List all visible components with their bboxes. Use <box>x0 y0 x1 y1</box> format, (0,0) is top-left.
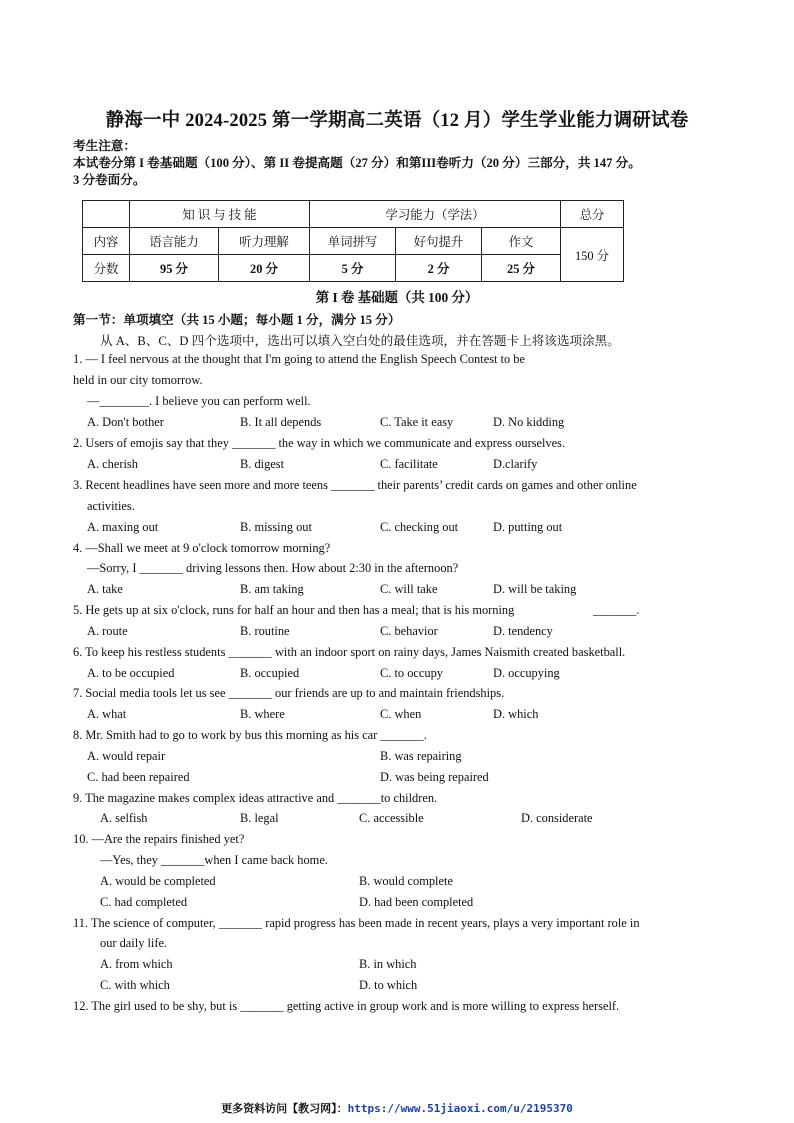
table-group-knowledge: 知 识 与 技 能 <box>130 201 310 228</box>
instruction: 从 A、B、C、D 四个选项中，选出可以填入空白处的最佳选项，并在答题卡上将该选项涂黑。 <box>100 334 620 348</box>
option-c[interactable]: C. facilitate <box>380 457 438 471</box>
option-b[interactable]: B. am taking <box>240 582 304 596</box>
question-5-blank: _______. <box>593 603 640 617</box>
option-d[interactable]: D. putting out <box>493 520 563 534</box>
option-a[interactable]: A. from which <box>100 957 173 971</box>
table-item: 作文 <box>482 228 561 255</box>
option-b[interactable]: B. legal <box>240 811 279 825</box>
option-d[interactable]: D. which <box>493 707 539 721</box>
footer-prefix: 更多资料访问【教习网】： <box>221 1102 348 1115</box>
table-score: 2 分 <box>396 255 482 282</box>
footer <box>0 1100 794 1116</box>
table-item: 单词拼写 <box>310 228 396 255</box>
option-a[interactable]: A. would be completed <box>100 874 216 888</box>
option-b[interactable]: B. was repairing <box>380 749 462 763</box>
option-c[interactable]: C. with which <box>100 978 170 992</box>
question-10-stem: 10. —Are the repairs finished yet? <box>73 832 245 846</box>
option-b[interactable]: B. would complete <box>359 874 453 888</box>
option-a[interactable]: A. route <box>87 624 128 638</box>
question-2-stem: 2. Users of emojis say that they _______ the way in which we communicate and express ourselves. <box>73 436 566 450</box>
question-4-stem: 4. —Shall we meet at 9 o'clock tomorrow morning? <box>73 541 331 555</box>
question-3-stem: 3. Recent headlines have seen more and more teens _______ their parents’ credit cards on games and other online <box>73 478 637 492</box>
option-d[interactable]: D. No kidding <box>493 415 565 429</box>
option-c[interactable]: C. behavior <box>380 624 438 638</box>
option-b[interactable]: B. where <box>240 707 285 721</box>
option-a[interactable]: A. what <box>87 707 127 721</box>
option-d[interactable]: D. occupying <box>493 666 560 680</box>
option-d[interactable]: D. tendency <box>493 624 553 638</box>
option-c[interactable]: C. had completed <box>100 895 188 909</box>
question-10-response: —Yes, they _______when I came back home. <box>100 853 328 867</box>
table-total-value: 150 分 <box>561 228 624 282</box>
option-a[interactable]: A. cherish <box>87 457 138 471</box>
question-1-stem: 1. — I feel nervous at the thought that I'm going to attend the English Speech Contest to be <box>73 352 525 366</box>
option-a[interactable]: A. to be occupied <box>87 666 175 680</box>
option-c[interactable]: C. checking out <box>380 520 459 534</box>
part-title: 第一节：单项填空（共 15 小题；每小题 1 分，满分 15 分） <box>73 313 401 327</box>
question-11-stem: 11. The science of computer, _______ rapid progress has been made in recent years, plays a very important role in <box>73 916 640 930</box>
option-d[interactable]: D. had been completed <box>359 895 474 909</box>
table-corner-cell <box>83 201 130 228</box>
page-title: 静海一中 2024-2025 第一学期高二英语（12 月）学生学业能力调研试卷 <box>105 111 689 131</box>
question-3-stem-cont: activities. <box>87 499 135 513</box>
table-score: 20 分 <box>219 255 310 282</box>
exam-notes <box>73 138 763 189</box>
question-1-stem-cont: held in our city tomorrow. <box>73 373 203 387</box>
question-12-stem: 12. The girl used to be shy, but is _______ getting active in group work and is more willing to express herself. <box>73 999 620 1013</box>
option-b[interactable]: B. It all depends <box>240 415 322 429</box>
option-a[interactable]: A. Don't bother <box>87 415 164 429</box>
question-5-stem: 5. He gets up at six o'clock, runs for half an hour and then has a meal; that is his morning <box>73 603 515 617</box>
option-c[interactable]: C. Take it easy <box>380 415 454 429</box>
option-c[interactable]: C. to occupy <box>380 666 443 680</box>
table-row-label-content: 内容 <box>83 228 130 255</box>
option-d[interactable]: D. to which <box>359 978 418 992</box>
notes-heading: 考生注意： <box>73 139 136 153</box>
question-8-stem: 8. Mr. Smith had to go to work by bus this morning as his car _______. <box>73 728 427 742</box>
question-7-stem: 7. Social media tools let us see _______ our friends are up to and maintain friendships. <box>73 686 505 700</box>
option-d[interactable]: D.clarify <box>493 457 538 471</box>
table-total-header: 总分 <box>561 201 624 228</box>
table-score: 95 分 <box>130 255 219 282</box>
option-d[interactable]: D. considerate <box>521 811 593 825</box>
option-b[interactable]: B. routine <box>240 624 290 638</box>
question-11-stem-cont: our daily life. <box>100 936 168 950</box>
option-a[interactable]: A. selfish <box>100 811 148 825</box>
option-b[interactable]: B. digest <box>240 457 285 471</box>
option-d[interactable]: D. was being repaired <box>380 770 489 784</box>
section-title: 第 I 卷 基础题（共 100 分） <box>315 290 479 305</box>
table-item: 语言能力 <box>130 228 219 255</box>
score-table <box>82 200 624 282</box>
option-c[interactable]: C. will take <box>380 582 438 596</box>
table-item: 听力理解 <box>219 228 310 255</box>
question-1-response: —________. I believe you can perform well. <box>87 394 311 408</box>
question-6-stem: 6. To keep his restless students _______ with an indoor sport on rainy days, James Naismith created basketball. <box>73 645 626 659</box>
option-d[interactable]: D. will be taking <box>493 582 577 596</box>
notes-line-1: 本试卷分第 I 卷基础题（100 分）、第 II 卷提高题（27 分）和第III卷听力（20 分）三部分，共 147 分。 <box>73 156 641 170</box>
option-b[interactable]: B. occupied <box>240 666 300 680</box>
option-a[interactable]: A. would repair <box>87 749 166 763</box>
option-a[interactable]: A. take <box>87 582 123 596</box>
option-c[interactable]: C. when <box>380 707 422 721</box>
option-b[interactable]: B. in which <box>359 957 417 971</box>
option-c[interactable]: C. had been repaired <box>87 770 190 784</box>
table-item: 好句提升 <box>396 228 482 255</box>
table-row-label-score: 分数 <box>83 255 130 282</box>
option-a[interactable]: A. maxing out <box>87 520 159 534</box>
table-score: 5 分 <box>310 255 396 282</box>
table-score: 25 分 <box>482 255 561 282</box>
footer-link[interactable]: https://www.51jiaoxi.com/u/2195370 <box>347 1102 573 1115</box>
question-9-stem: 9. The magazine makes complex ideas attractive and _______to children. <box>73 791 438 805</box>
option-b[interactable]: B. missing out <box>240 520 312 534</box>
option-c[interactable]: C. accessible <box>359 811 424 825</box>
question-4-response: —Sorry, I _______ driving lessons then. How about 2:30 in the afternoon? <box>87 561 459 575</box>
table-group-learning: 学习能力（学法） <box>310 201 561 228</box>
notes-line-2: 3 分卷面分。 <box>73 173 146 187</box>
